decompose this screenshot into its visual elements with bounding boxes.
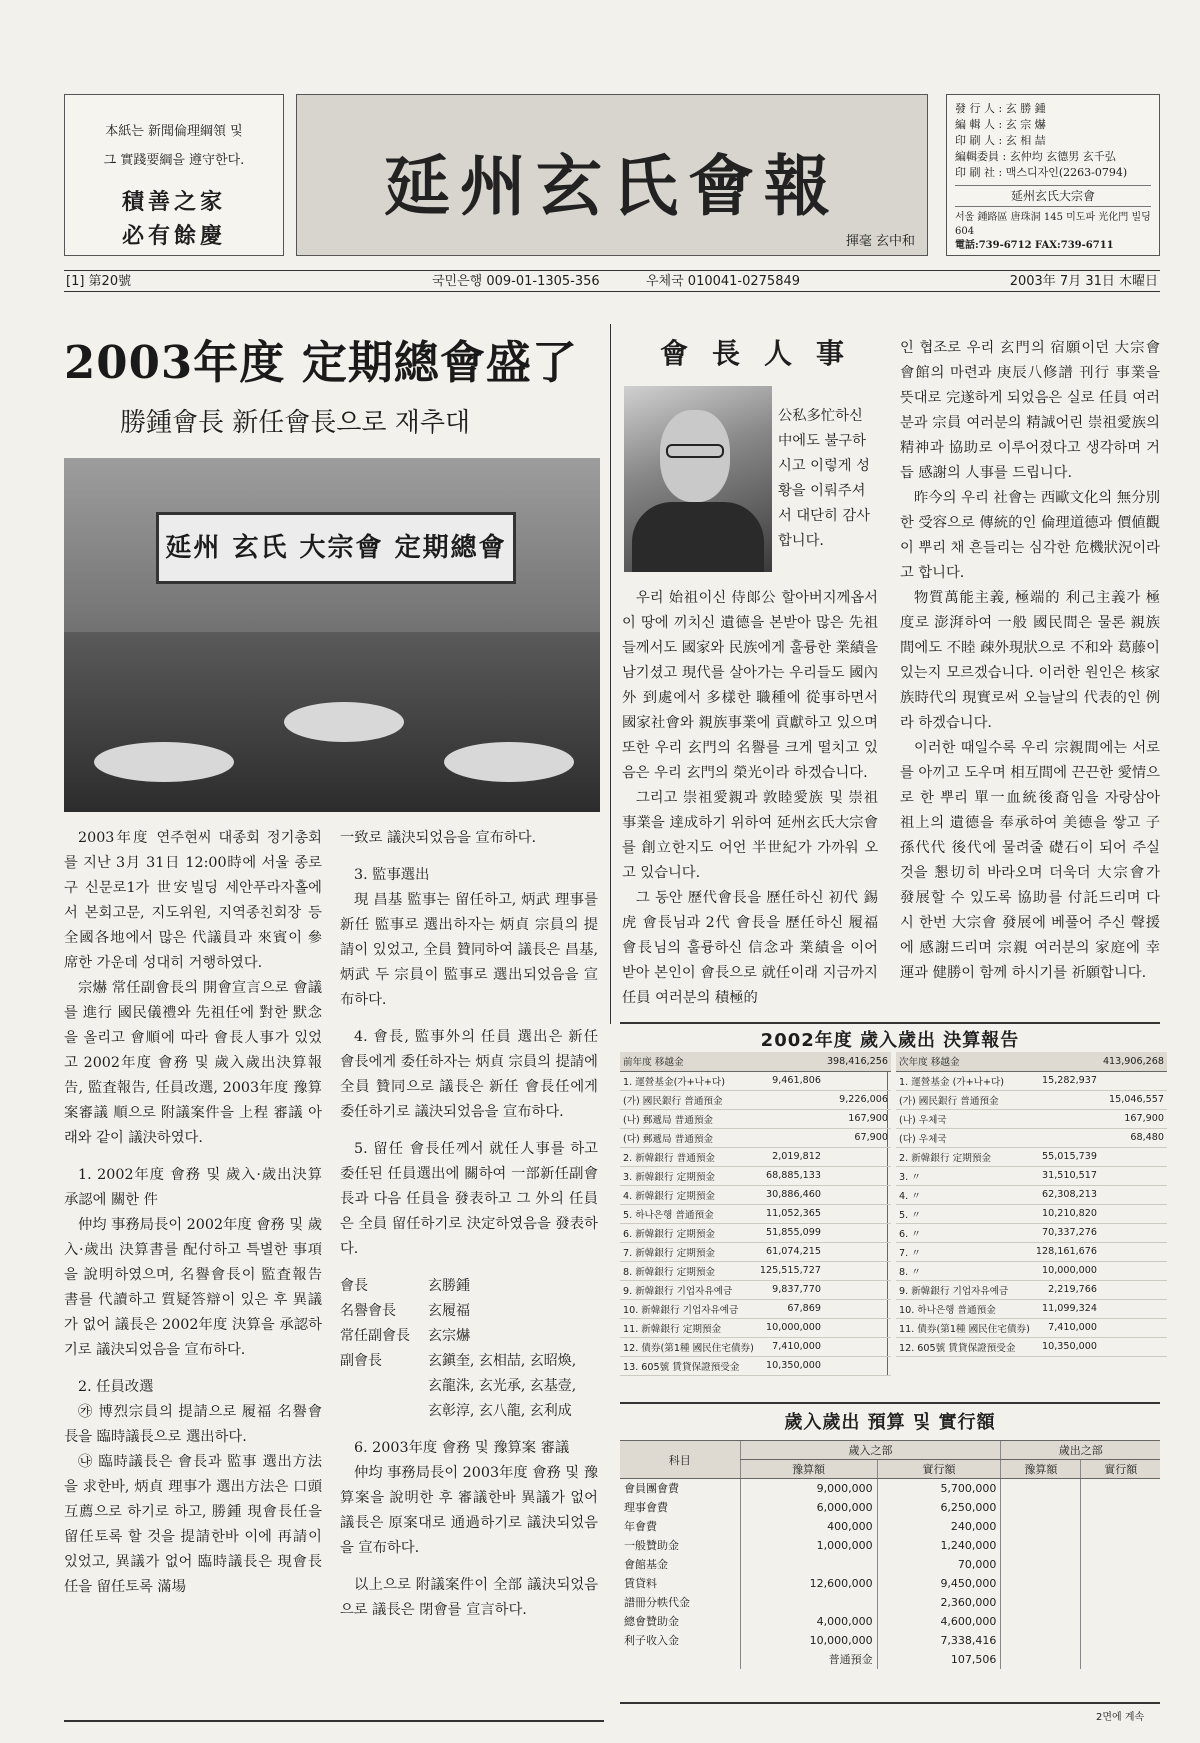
president-speech-title: 會長人事 — [659, 337, 868, 370]
item-label: (나) 郵遞局 普通預金 — [620, 1109, 757, 1128]
sub-amount — [1100, 1280, 1167, 1299]
sub-amount — [1100, 1337, 1167, 1356]
settlement-row — [896, 1166, 1167, 1185]
sub-amount — [824, 1318, 891, 1337]
sub-amount — [824, 1356, 891, 1375]
item-label: (가) 國民銀行 普通預金 — [896, 1090, 1033, 1109]
amount: 55,015,739 — [1033, 1147, 1100, 1166]
amount: 125,515,727 — [757, 1261, 824, 1280]
settlement-row — [896, 1204, 1167, 1223]
article-column-1 — [64, 826, 322, 1600]
sub-amount — [824, 1299, 891, 1318]
item-label: 8. 〃 — [896, 1261, 1033, 1280]
amount: 7,410,000 — [757, 1337, 824, 1356]
page-bottom-rule — [64, 1720, 604, 1722]
issue-bar — [64, 270, 1160, 292]
item-label: 9. 新韓銀行 기업자유예금 — [620, 1280, 757, 1299]
income-actual: 107,506 — [877, 1650, 1001, 1669]
motto-box — [64, 94, 284, 256]
expense-budget — [1001, 1536, 1081, 1555]
settlement-row — [620, 1071, 891, 1090]
paragraph: ㉯ 臨時議長은 會長과 監事 選出方法을 求한바, 炳貞 理事가 選出方法은 口頭 互薦으로 하기로 하고, 勝鍾 現會長任을 留任토록 할 것을 提請한바 이에 再請이 있었고, 異議가 없어 臨時議長은 現會長任을 留任토록 滿場 — [64, 1454, 322, 1595]
meeting-banner: 延州 玄氏 大宗會 定期總會 — [156, 512, 516, 584]
article-column-2 — [340, 826, 598, 1623]
amount: 10,000,000 — [757, 1318, 824, 1337]
newspaper-title: 延州玄氏會報 — [384, 147, 840, 225]
income-budget: 普通預金 — [740, 1650, 877, 1669]
agenda-heading: 3. 監事選出 — [354, 867, 430, 883]
paragraph: 以上으로 附議案件이 全部 議決되었음으로 議長은 閉會를 宣言하다. — [340, 1577, 598, 1618]
budget-subject: 一般贊助金 — [624, 1539, 679, 1552]
budget-row — [620, 1498, 1160, 1517]
sub-amount — [824, 1242, 891, 1261]
item-label: 2. 新韓銀行 普通預金 — [620, 1147, 757, 1166]
expense-budget — [1001, 1631, 1081, 1650]
organization-phone: 電話:739-6712 FAX:739-6711 — [955, 240, 1114, 251]
amount: 10,210,820 — [1033, 1204, 1100, 1223]
budget-row — [620, 1612, 1160, 1631]
income-actual: 2,360,000 — [877, 1593, 1001, 1612]
paragraph: 이러한 때일수록 우리 宗親間에는 서로를 아끼고 도우며 相互間에 끈끈한 愛情으로 한 뿌리 單一血統後裔임을 자랑삼아 祖上의 遺德을 奉承하여 美德을 쌓고 子孫代代 後代에 물려줄 礎石이 되어 주실 것을 懇切히 바라오며 더욱더 大宗會가 發展할 수 있도록 協助를 付託드리며 다시 한번 大宗會 發展에 베풀어 주신 聲援에 感謝드리며 宗親 여러분의 家庭에 幸運과 健勝이 함께 하시기를 祈願합니다. — [900, 740, 1160, 981]
subheadline: 勝鍾會長 新任會長으로 재추대 — [120, 408, 471, 438]
sub-amount: 9,226,006 — [824, 1090, 891, 1109]
photo-table — [284, 702, 404, 742]
item-label: 3. 新韓銀行 定期預金 — [620, 1166, 757, 1185]
settlement-header-row: 前年度 移越金 398,416,256 — [620, 1052, 891, 1071]
budget-row — [620, 1536, 1160, 1555]
item-label: 12. 債券(第1種 國民住宅債券) — [620, 1337, 757, 1356]
sub-amount — [1100, 1166, 1167, 1185]
sub-amount: 167,900 — [824, 1109, 891, 1128]
settlement-row — [896, 1147, 1167, 1166]
sub-amount — [824, 1185, 891, 1204]
staff-box — [946, 94, 1160, 256]
income-actual: 7,338,416 — [877, 1631, 1001, 1650]
item-label: (다) 우체국 — [896, 1128, 1033, 1147]
expense-budget — [1001, 1574, 1081, 1593]
settlement-row — [620, 1318, 891, 1337]
settlement-row — [896, 1280, 1167, 1299]
paragraph: 仲均 事務局長이 2003年度 會務 및 豫算案을 說明한 후 審議한바 異議가 없어 議長은 原案대로 通過하기로 議決되었음을 宣布하다. — [340, 1465, 598, 1556]
item-label: 10. 하나은행 普通預金 — [896, 1299, 1033, 1318]
item-label: 13. 605號 賃貸保證預受金 — [620, 1356, 757, 1375]
expense-actual — [1081, 1479, 1160, 1498]
issue-date: 2003年 7月 31日 木曜日 — [1009, 274, 1158, 289]
item-label: 4. 新韓銀行 定期預金 — [620, 1185, 757, 1204]
budget-row — [620, 1593, 1160, 1612]
sub-amount — [1100, 1299, 1167, 1318]
publisher: 發 行 人 : 玄 勝 鍾 — [955, 102, 1046, 115]
budget-subject: 年會費 — [624, 1520, 657, 1533]
amount: 9,461,806 — [757, 1071, 824, 1090]
budget-subject: 譜冊分帙代金 — [624, 1596, 690, 1609]
expense-actual — [1081, 1498, 1160, 1517]
settlement-row — [896, 1071, 1167, 1090]
budget-header-row: 科目 歲入之部 歲出之部 — [620, 1441, 1160, 1460]
sub-amount: 67,900 — [824, 1128, 891, 1147]
expense-budget — [1001, 1593, 1081, 1612]
expense-budget — [1001, 1498, 1081, 1517]
sub-amount: 68,480 — [1100, 1128, 1167, 1147]
budget-row — [620, 1479, 1160, 1498]
paragraph: 인 협조로 우리 玄門의 宿願이던 大宗會 會館의 마련과 庚辰八修譜 刊行 事業을 뜻대로 完遂하게 되었음은 실로 任員 여러분과 宗員 여러분의 精誠어린 崇祖愛族의 精神과 協助로 이루어졌다고 생각하며 거듭 感謝의 人事를 드립니다. — [900, 340, 1160, 481]
settlement-row — [620, 1204, 891, 1223]
amount: 61,074,215 — [757, 1242, 824, 1261]
paragraph: 現 昌基 監事는 留任하고, 炳武 理事를 新任 監事로 選出하자는 炳貞 宗員의 提請이 있었고, 全員 贊同하여 議長은 昌基, 炳武 두 宗員이 監事로 選出되었음을 宣布하다. — [340, 892, 598, 1008]
expense-budget — [1001, 1517, 1081, 1536]
sub-amount — [1100, 1261, 1167, 1280]
amount: 9,837,770 — [757, 1280, 824, 1299]
item-label: 2. 新韓銀行 定期預金 — [896, 1147, 1033, 1166]
budget-subject: 利子收入金 — [624, 1634, 679, 1647]
paragraph: ㉮ 博烈宗員의 提請으로 履福 名譽會長을 臨時議長으로 選出하다. — [64, 1404, 322, 1445]
settlement-row — [620, 1109, 891, 1128]
amount — [757, 1090, 824, 1109]
printing-company: 印 刷 社 : 맥스디자인(2263-0794) — [955, 166, 1128, 179]
budget-subject — [620, 1650, 740, 1669]
continued-note: 2면에 계속 — [1096, 1712, 1145, 1723]
amount: 10,350,000 — [1033, 1337, 1100, 1356]
roster-row: 玄龍洙, 玄光承, 玄基壹, — [428, 1378, 577, 1394]
sub-amount — [824, 1261, 891, 1280]
income-budget: 1,000,000 — [740, 1536, 877, 1555]
settlement-right-table — [896, 1052, 1164, 1357]
issue-number: [1] 第20號 — [66, 274, 132, 289]
income-budget — [740, 1593, 877, 1612]
settlement-row — [620, 1242, 891, 1261]
paragraph: 그 동안 歷代會長을 歷任하신 初代 錫虎 會長님과 2代 會長을 歷任하신 履福 會長님의 훌륭하신 信念과 業績을 이어 받아 본인이 會長으로 就任이래 지금까지 任員 여러분의 積極的 — [622, 890, 878, 1006]
income-budget — [740, 1555, 877, 1574]
settlement-left-table — [620, 1052, 888, 1376]
amount: 68,885,133 — [757, 1166, 824, 1185]
sub-amount — [1100, 1223, 1167, 1242]
item-label: 11. 債券(第1種 國民住宅債券) — [896, 1318, 1033, 1337]
income-actual: 1,240,000 — [877, 1536, 1001, 1555]
paragraph: 2003年度 연주현씨 대종회 정기총회를 지난 3月 31日 12:00時에 서울 종로구 신문로1가 世安빌딩 세안푸라자홀에서 본회고문, 지도위원, 지역종친회장 등 全國各地에서 많은 代議員과 來賓이 參席한 가운데 성대히 거행하였다. — [64, 830, 322, 971]
budget-row — [620, 1631, 1160, 1650]
paragraph: 物質萬能主義, 極端的 利己主義가 極度로 澎湃하여 一般 國民間은 물론 親族間에도 不睦 疎外現狀으로 不和와 葛藤이 있는지 모르겠습니다. 이러한 원인은 核家族時代의 現實로써 오늘날의 代表的인 例라 하겠습니다. — [900, 590, 1160, 731]
budget-subject: 理事會費 — [624, 1501, 668, 1514]
sub-amount — [824, 1071, 891, 1090]
motto-line-2: 그 實踐要綱을 遵守한다. — [103, 153, 245, 168]
settlement-row — [620, 1356, 891, 1375]
amount: 15,282,937 — [1033, 1071, 1100, 1090]
sub-amount — [824, 1147, 891, 1166]
amount — [757, 1109, 824, 1128]
expense-budget — [1001, 1555, 1081, 1574]
amount: 7,410,000 — [1033, 1318, 1100, 1337]
motto-calligraphy-1: 積善之家 — [121, 189, 226, 215]
settlement-row — [620, 1128, 891, 1147]
income-budget: 12,600,000 — [740, 1574, 877, 1593]
photo-table — [444, 742, 574, 782]
officer-roster — [340, 1274, 598, 1424]
income-budget: 400,000 — [740, 1517, 877, 1536]
settlement-row — [620, 1337, 891, 1356]
column-divider — [610, 324, 611, 1024]
expense-actual — [1081, 1536, 1160, 1555]
income-actual: 5,700,000 — [877, 1479, 1001, 1498]
paragraph: 4. 會長, 監事外의 任員 選出은 新任 會長에게 委任하자는 炳貞 宗員의 提請에 全員 贊同으로 議長은 新任 會長任에게 委任하기로 議決되었음을 宣布하다. — [340, 1029, 598, 1120]
roster-row: 名譽會長 玄履福 — [340, 1303, 470, 1319]
paragraph: 우리 始祖이신 侍郞公 할아버지께옵서 이 땅에 끼치신 遺德을 본받아 많은 先祖들께서도 國家와 民族에게 훌륭한 業績을 남기셨고 現代를 살아가는 우리들도 國內外 到處에서 多樣한 職種에 從事하면서 國家社會와 親族事業에 貢獻하고 있으며 또한 우리 玄門의 名譽를 크게 떨치고 있음은 우리 玄門의 榮光이라 하겠습니다. — [622, 590, 878, 781]
item-label: 5. 하나은행 普通預金 — [620, 1204, 757, 1223]
agenda-heading: 1. 2002年度 會務 및 歲入·歲出決算 承認에 關한 件 — [64, 1167, 322, 1208]
settlement-row — [896, 1109, 1167, 1128]
settlement-row — [896, 1318, 1167, 1337]
item-label: 1. 運營基金(가+나+다) — [620, 1071, 757, 1090]
budget-title: 歲入歲出 預算 및 實行額 — [784, 1412, 996, 1433]
amount: 11,052,365 — [757, 1204, 824, 1223]
item-label: 6. 新韓銀行 定期預金 — [620, 1223, 757, 1242]
paragraph: 宗爀 常任副會長의 開會宣言으로 會議를 進行 國民儀禮와 先祖任에 對한 默念을 올리고 會順에 따라 會長人事가 있었고 2002年度 會務 및 歲入歲出決算報告, 監査報告, 任員改選, 2003年度 豫算案審議 順으로 附議案件을 上程 審議 아래와 같이 議決하였다. — [64, 980, 322, 1146]
income-actual: 70,000 — [877, 1555, 1001, 1574]
expense-actual — [1081, 1612, 1160, 1631]
expense-budget — [1001, 1650, 1081, 1669]
income-actual: 9,450,000 — [877, 1574, 1001, 1593]
expense-actual — [1081, 1650, 1160, 1669]
amount: 51,855,099 — [757, 1223, 824, 1242]
item-label: 6. 〃 — [896, 1223, 1033, 1242]
roster-row: 副會長 玄鎭奎, 玄相喆, 玄昭煥, — [340, 1353, 577, 1369]
item-label: 7. 〃 — [896, 1242, 1033, 1261]
motto-calligraphy-2: 必有餘慶 — [121, 223, 226, 249]
sub-amount — [824, 1166, 891, 1185]
expense-actual — [1081, 1517, 1160, 1536]
amount: 67,869 — [757, 1299, 824, 1318]
paragraph: 仲均 事務局長이 2002年度 會務 및 歲入·歲出 決算書를 配付하고 특별한 事項을 說明하였으며, 名譽會長이 監査報告書를 代讀하고 質疑答辯이 있은 후 異議가 없어 議長은 2002年度 決算을 承認하기로 議決되었음을 宣布하다. — [64, 1217, 322, 1358]
motto-line-1: 本紙는 新聞倫理綱領 및 — [105, 124, 243, 139]
speech-column-3 — [622, 586, 878, 1011]
headline: 2003年度 定期總會盛了 — [64, 336, 578, 389]
amount: 128,161,676 — [1033, 1242, 1100, 1261]
section-rule — [620, 1402, 1160, 1404]
budget-row — [620, 1555, 1160, 1574]
paragraph: 그리고 崇祖愛親과 敦睦愛族 및 崇祖事業을 達成하기 위하여 延州玄氏大宗會를 創立한지도 어언 半世紀가 가까워 오고 있습니다. — [622, 790, 878, 881]
amount — [757, 1128, 824, 1147]
general-meeting-photo — [64, 458, 600, 812]
settlement-row — [620, 1090, 891, 1109]
section-rule — [620, 1022, 1160, 1024]
item-label: 8. 新韓銀行 定期預金 — [620, 1261, 757, 1280]
item-label: 9. 新韓銀行 기업자유예금 — [896, 1280, 1033, 1299]
printer: 印 刷 人 : 玄 相 喆 — [955, 134, 1046, 147]
sub-amount: 15,046,557 — [1100, 1090, 1167, 1109]
budget-row — [620, 1650, 1160, 1669]
amount — [1033, 1128, 1100, 1147]
amount: 2,019,812 — [757, 1147, 824, 1166]
photo-table — [94, 742, 234, 782]
budget-subject: 會館基金 — [624, 1558, 668, 1571]
sub-amount: 167,900 — [1100, 1109, 1167, 1128]
sub-amount — [1100, 1071, 1167, 1090]
sub-amount — [824, 1337, 891, 1356]
sub-amount — [824, 1280, 891, 1299]
amount: 62,308,213 — [1033, 1185, 1100, 1204]
settlement-row — [896, 1185, 1167, 1204]
table-bottom-rule — [620, 1702, 1160, 1704]
settlement-row — [620, 1147, 891, 1166]
income-actual: 4,600,000 — [877, 1612, 1001, 1631]
calligrapher-credit: 揮毫 玄中和 — [845, 234, 915, 249]
settlement-row — [896, 1128, 1167, 1147]
settlement-row — [896, 1090, 1167, 1109]
paragraph: 5. 留任 會長任께서 就任人事를 하고 委任된 任員選出에 關하여 一部新任副會長과 다음 任員을 發表하고 그 外의 任員은 全員 留任하기로 決定하였음을 發表하다. — [340, 1141, 598, 1257]
income-actual: 240,000 — [877, 1517, 1001, 1536]
organization-address: 서울 鍾路區 唐珠洞 145 미도파 光化門 빌딩 604 — [955, 212, 1151, 237]
postal-account: 우체국 010041-0275849 — [646, 274, 801, 289]
item-label: 11. 新韓銀行 定期預金 — [620, 1318, 757, 1337]
settlement-row — [620, 1223, 891, 1242]
budget-row — [620, 1517, 1160, 1536]
budget-row — [620, 1574, 1160, 1593]
settlement-row — [896, 1299, 1167, 1318]
masthead — [296, 94, 928, 256]
item-label: 4. 〃 — [896, 1185, 1033, 1204]
settlement-row — [620, 1299, 891, 1318]
item-label: 1. 運營基金 (가+나+다) — [896, 1071, 1033, 1090]
sub-amount — [1100, 1185, 1167, 1204]
settlement-row — [896, 1337, 1167, 1356]
amount: 30,886,460 — [757, 1185, 824, 1204]
item-label: 7. 新韓銀行 定期預金 — [620, 1242, 757, 1261]
sub-amount — [1100, 1204, 1167, 1223]
budget-subject: 總會贊助金 — [624, 1615, 679, 1628]
roster-row: 會長 玄勝鍾 — [340, 1278, 470, 1294]
expense-actual — [1081, 1555, 1160, 1574]
portrait-glasses — [666, 444, 724, 458]
sub-amount — [1100, 1147, 1167, 1166]
paragraph: 一致로 議決되었음을 宣布하다. — [340, 830, 537, 846]
settlement-row — [896, 1223, 1167, 1242]
income-budget: 6,000,000 — [740, 1498, 877, 1517]
paragraph: 昨今의 우리 社會는 西歐文化의 無分別한 受容으로 傳統的인 倫理道德과 價値觀이 뿌리 채 흔들리는 심각한 危機狀況이라고 합니다. — [900, 490, 1160, 581]
item-label: 3. 〃 — [896, 1166, 1033, 1185]
item-label: (가) 國民銀行 普通預金 — [620, 1090, 757, 1109]
settlement-row — [620, 1280, 891, 1299]
organization-name: 延州玄氏大宗會 — [955, 185, 1151, 207]
item-label: 12. 605號 賃貸保證預受金 — [896, 1337, 1033, 1356]
roster-row: 常任副會長 玄宗爀 — [340, 1328, 470, 1344]
editor: 編 輯 人 : 玄 宗 爀 — [955, 118, 1046, 131]
amount: 10,000,000 — [1033, 1261, 1100, 1280]
expense-budget — [1001, 1612, 1081, 1631]
amount: 10,350,000 — [757, 1356, 824, 1375]
income-budget: 10,000,000 — [740, 1631, 877, 1650]
settlement-header-row: 次年度 移越金 413,906,268 — [896, 1052, 1167, 1071]
budget-table — [620, 1440, 1160, 1669]
income-budget: 9,000,000 — [740, 1479, 877, 1498]
bank-account: 국민은행 009-01-1305-356 — [432, 274, 600, 289]
item-label: (다) 郵遞局 普通預金 — [620, 1128, 757, 1147]
budget-header-row: 豫算額 實行額 豫算額 實行額 — [620, 1460, 1160, 1479]
expense-actual — [1081, 1631, 1160, 1650]
expense-actual — [1081, 1593, 1160, 1612]
item-label: (나) 우체국 — [896, 1109, 1033, 1128]
settlement-row — [896, 1261, 1167, 1280]
roster-row: 玄彰淳, 玄八龍, 玄利成 — [428, 1403, 572, 1419]
settlement-row — [896, 1242, 1167, 1261]
amount — [1033, 1090, 1100, 1109]
amount: 2,219,766 — [1033, 1280, 1100, 1299]
agenda-heading: 2. 任員改選 — [78, 1379, 154, 1395]
settlement-title: 2002年度 歲入歲出 決算報告 — [760, 1030, 1020, 1051]
item-label: 5. 〃 — [896, 1204, 1033, 1223]
settlement-row — [620, 1261, 891, 1280]
speech-beside-photo: 公私多忙하신 中에도 불구하시고 이렇게 성황을 이뤄주셔서 대단히 감사합니다. — [778, 408, 870, 549]
amount: 70,337,276 — [1033, 1223, 1100, 1242]
item-label: 10. 新韓銀行 기업자유예금 — [620, 1299, 757, 1318]
income-budget: 4,000,000 — [740, 1612, 877, 1631]
expense-actual — [1081, 1574, 1160, 1593]
sub-amount — [824, 1204, 891, 1223]
settlement-row — [620, 1166, 891, 1185]
portrait-suit — [632, 502, 764, 572]
amount: 31,510,517 — [1033, 1166, 1100, 1185]
speech-column-4 — [900, 336, 1160, 986]
amount — [1033, 1109, 1100, 1128]
sub-amount — [1100, 1318, 1167, 1337]
budget-subject: 會員團會費 — [624, 1482, 679, 1496]
agenda-heading: 6. 2003年度 會務 및 豫算案 審議 — [354, 1440, 570, 1456]
sub-amount — [824, 1223, 891, 1242]
editorial-committee: 編輯委員 : 玄仲均 玄德男 玄千弘 — [955, 150, 1116, 163]
expense-budget — [1001, 1479, 1081, 1498]
president-portrait — [624, 386, 772, 572]
sub-amount — [1100, 1242, 1167, 1261]
income-actual: 6,250,000 — [877, 1498, 1001, 1517]
settlement-row — [620, 1185, 891, 1204]
amount: 11,099,324 — [1033, 1299, 1100, 1318]
budget-subject: 賃貸料 — [624, 1577, 657, 1590]
